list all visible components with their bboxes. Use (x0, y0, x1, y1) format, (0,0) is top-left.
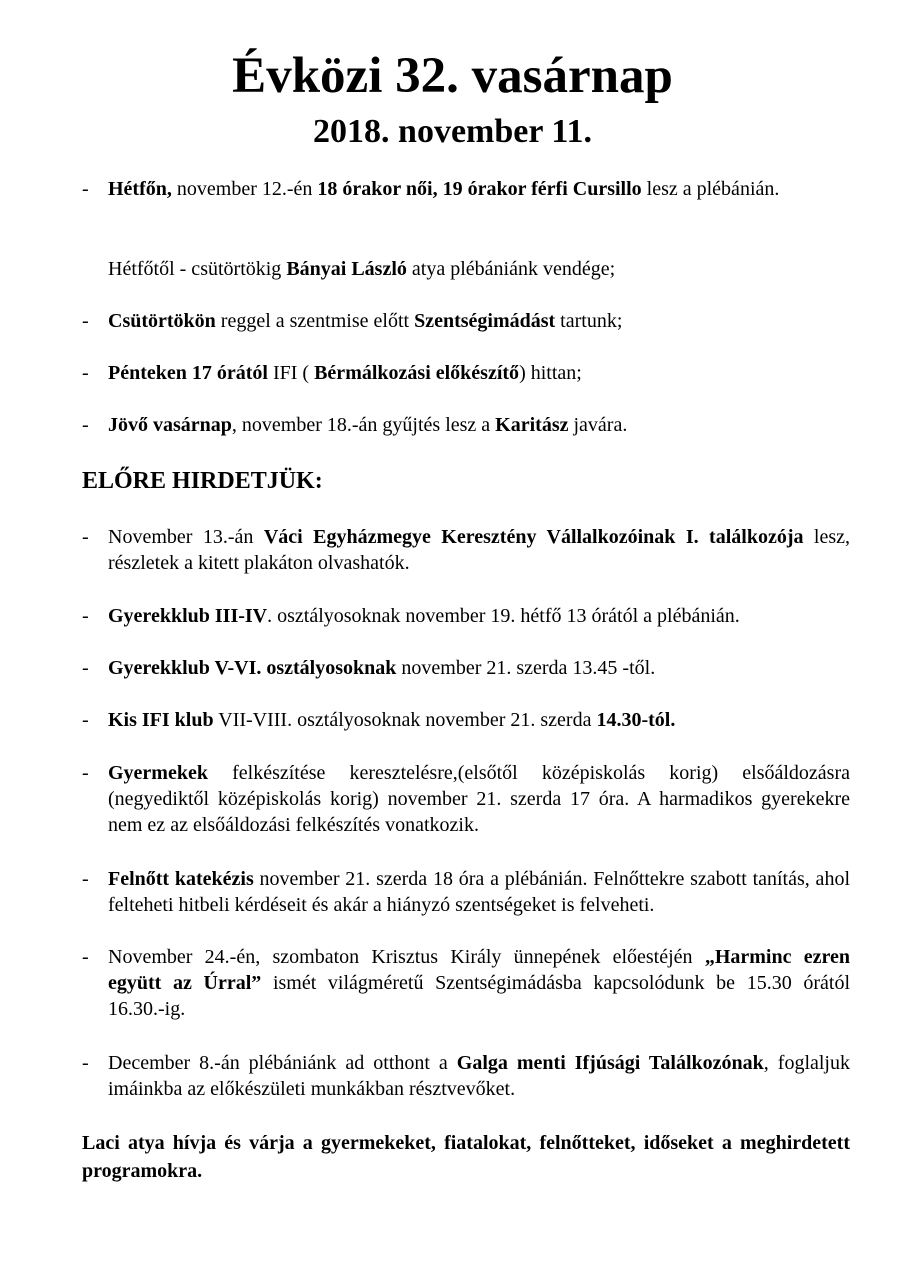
item-text (108, 412, 850, 438)
text-run: ismét világméretű Szentségimádásba kapcsolódunk be 15.30 órától 16.30.-ig. (108, 972, 851, 1020)
bold-text: Pénteken 17 órától (108, 362, 268, 384)
list-item (82, 944, 850, 1022)
text-run: , november 18.-án gyűjtés lesz a (231, 414, 496, 436)
item-text (108, 707, 850, 733)
bold-text: Jövő vasárnap (108, 414, 232, 436)
bold-text: Gyerekklub V-VI. osztályosoknak (108, 657, 397, 679)
bold-text: Bányai László (286, 258, 407, 280)
text-run: IFI ( (267, 362, 315, 384)
item-text (108, 655, 850, 681)
item-text (108, 176, 850, 202)
list-dash: - (82, 605, 89, 627)
list-dash: - (82, 526, 89, 548)
list-dash: - (82, 362, 89, 384)
list-item (82, 866, 850, 918)
bold-text: Kis IFI klub (108, 709, 214, 731)
item-text (108, 256, 850, 282)
bold-text: „Harminc ezren együtt az Úrral” (108, 946, 850, 994)
bold-text: Gyerekklub III-IV (108, 605, 268, 627)
bold-text: Szentségimádást (414, 310, 556, 332)
list-item (82, 176, 850, 202)
text-run: December 8.-án plébániánk ad otthont a (108, 1052, 457, 1074)
text-run: lesz a plébánián. (641, 178, 780, 200)
list-dash: - (82, 868, 89, 890)
list-dash: - (82, 310, 89, 332)
bold-text: Bérmálkozási előkészítő (314, 362, 520, 384)
text-run: VII-VIII. osztályosoknak november 21. szerda (213, 709, 597, 731)
bold-text: 14.30-tól. (596, 709, 676, 731)
text-run: ) hittan; (519, 362, 582, 384)
bold-text: Váci Egyházmegye Keresztény Vállalkozóinak I. találkozója (263, 526, 804, 548)
list-dash: - (82, 178, 89, 200)
text-run: atya plébániánk vendége; (406, 258, 616, 280)
bold-text: Csütörtökön (108, 310, 216, 332)
list-item (82, 1050, 850, 1102)
list-item (82, 603, 850, 629)
text-run: felkészítése keresztelésre,(elsőtől középiskolás korig) elsőáldozásra (negyediktől középiskolás korig) november 21. szerda 17 óra. A harmadikos gyerekekre nem ez az elsőáldozási felkészítés vonatkozik. (108, 762, 850, 836)
bold-text: Gyermekek (108, 762, 208, 784)
item-text (108, 360, 850, 386)
list-dash: - (82, 709, 89, 731)
text-run: javára. (568, 414, 628, 436)
text-run: Hétfőtől - csütörtökig (108, 258, 287, 280)
text-run: november 21. szerda 13.45 -től. (396, 657, 656, 679)
list-dash: - (82, 657, 89, 679)
item-text (108, 603, 850, 629)
list-item (108, 256, 850, 282)
item-text (108, 524, 850, 576)
item-text (108, 866, 850, 918)
item-text (108, 308, 850, 334)
text-run: tartunk; (555, 310, 623, 332)
item-text (108, 1050, 850, 1102)
list-dash: - (82, 1052, 89, 1074)
list-item (82, 308, 850, 334)
text-run: reggel a szentmise előtt (215, 310, 415, 332)
list-dash: - (82, 946, 89, 968)
bold-text: Karitász (495, 414, 569, 436)
list-item (82, 707, 850, 733)
text-run: november 21. szerda 18 óra a plébánián. Felnőttekre szabott tanítás, ahol felteheti hitbeli kérdéseit és akár a hiányzó szentségeket is felveheti. (108, 868, 850, 916)
text-run: , foglaljuk imáinkba az előkészületi munkákban résztvevőket. (108, 1052, 850, 1100)
text-run: November 13.-án (108, 526, 264, 548)
list-item (82, 655, 850, 681)
item-text (108, 760, 850, 838)
page-title: Évközi 32. vasárnap (232, 48, 673, 104)
section-heading: ELŐRE HIRDETJÜK: (82, 468, 323, 494)
list-dash: - (82, 414, 89, 436)
bold-text: Galga menti Ifjúsági Találkozónak (456, 1052, 764, 1074)
list-item (82, 760, 850, 838)
text-run: November 24.-én, szombaton Krisztus Király ünnepének előestéjén (108, 946, 705, 968)
closing-text: Laci atya hívja és várja a gyermekeket, fiatalokat, felnőtteket, időseket a meghirdetett programokra. (82, 1132, 850, 1182)
list-item (82, 524, 850, 576)
page-date: 2018. november 11. (313, 113, 592, 150)
bold-text: 18 órakor női, 19 órakor férfi Cursillo (317, 178, 642, 200)
text-run: lesz, részletek a kitett plakáton olvashatók. (108, 526, 851, 574)
list-dash: - (82, 762, 89, 784)
list-item (82, 412, 850, 438)
list-item (82, 360, 850, 386)
bold-text: Felnőtt katekézis (108, 868, 254, 890)
item-text (108, 944, 850, 1022)
text-run: . osztályosoknak november 19. hétfő 13 órától a plébánián. (267, 605, 740, 627)
bold-text: Hétfőn, (108, 178, 172, 200)
text-run: november 12.-én (171, 178, 318, 200)
